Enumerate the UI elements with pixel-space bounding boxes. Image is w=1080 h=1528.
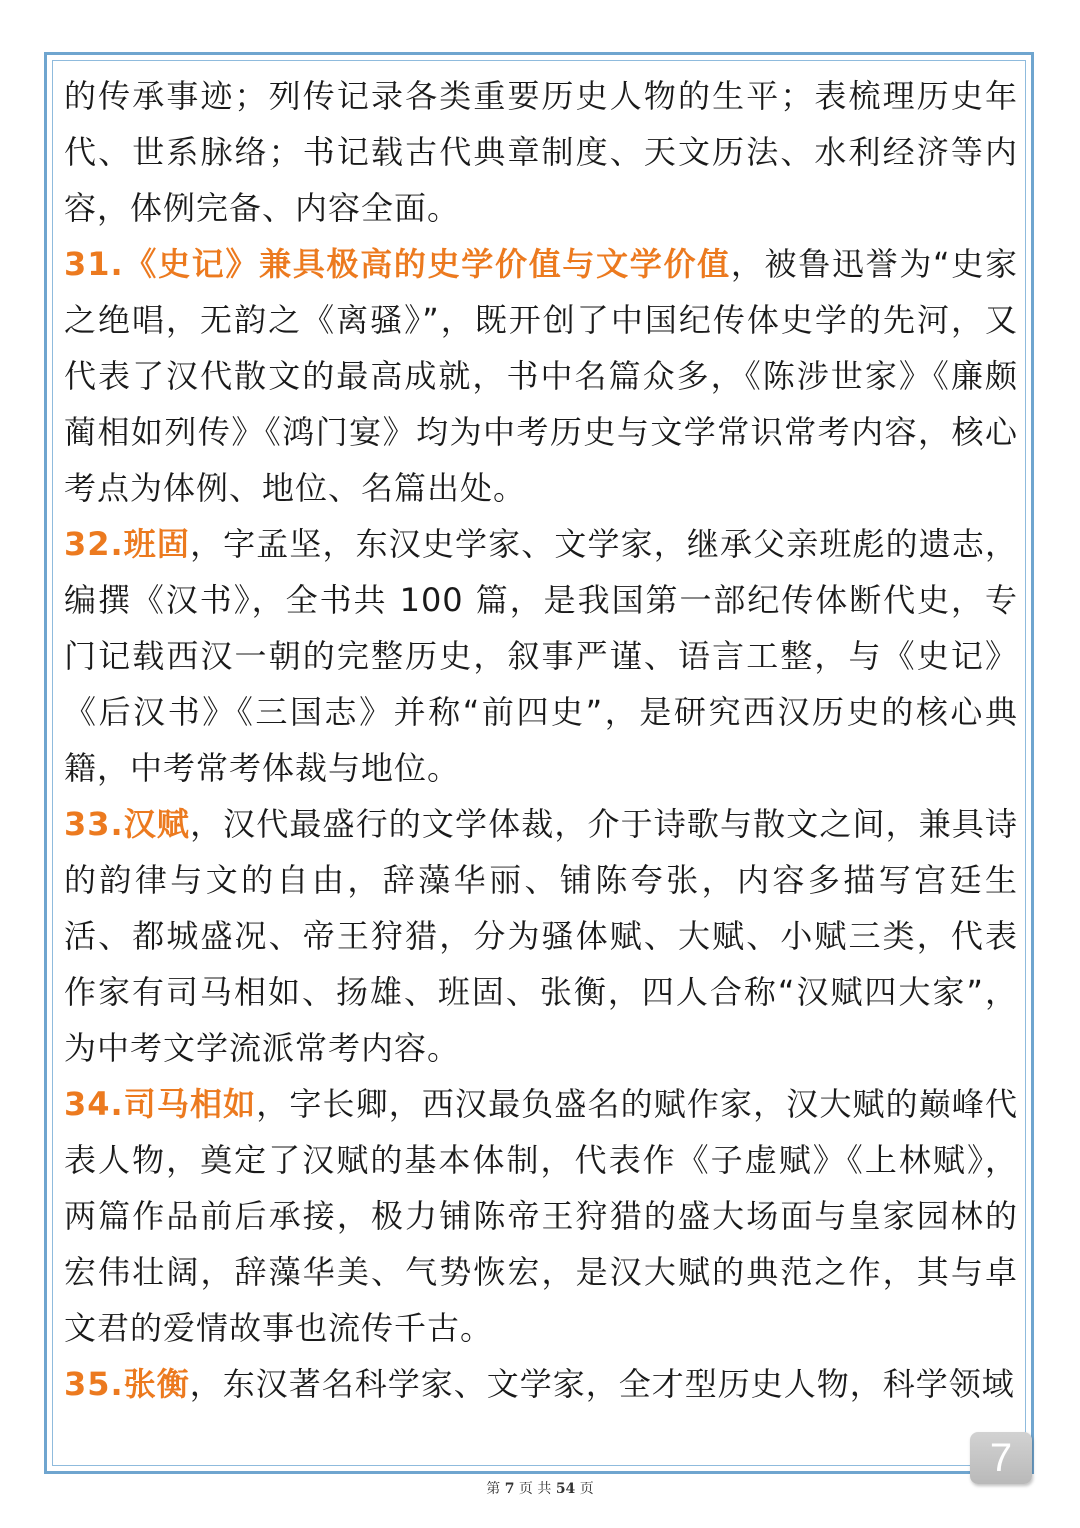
footer-suffix: 页: [579, 1481, 594, 1497]
paragraph-text: ，字孟坚，东汉史学家、文学家，继承父亲班彪的遗志，编撰《汉书》，全书共 100 篇，是我国第一部纪传体断代史，专门记载西汉一朝的完整历史，叙事严谨、语言工整，与《史记》《后汉书》《三国志》并称“前四史”，是研究西汉历史的核心典籍，中考常考体裁与地位。: [64, 525, 1018, 787]
paragraph-label: 34.司马相如: [64, 1085, 257, 1123]
paragraph-item-34: [64, 1076, 1018, 1356]
footer-total-pages: 54: [555, 1481, 576, 1497]
footer-middle: 页 共: [518, 1481, 552, 1497]
paragraph-item-31: [64, 236, 1018, 516]
paragraph-item-35: [64, 1356, 1018, 1412]
paragraph-label: 35.张衡: [64, 1365, 190, 1403]
paragraph-text: ，东汉著名科学家、文学家，全才型历史人物，科学领域: [189, 1365, 1015, 1403]
page-number-badge: 7: [970, 1432, 1032, 1484]
paragraph-item-33: [64, 796, 1018, 1076]
page-footer: [0, 1478, 1080, 1498]
paragraph-text: ，汉代最盛行的文学体裁，介于诗歌与散文之间，兼具诗的韵律与文的自由，辞藻华丽、铺陈夸张，内容多描写宫廷生活、都城盛况、帝王狩猎，分为骚体赋、大赋、小赋三类，代表作家有司马相如、扬雄、班固、张衡，四人合称“汉赋四大家”，为中考文学流派常考内容。: [64, 805, 1018, 1067]
paragraph-text: ，字长卿，西汉最负盛名的赋作家，汉大赋的巅峰代表人物，奠定了汉赋的基本体制，代表作《子虚赋》《上林赋》，两篇作品前后承接，极力铺陈帝王狩猎的盛大场面与皇家园林的宏伟壮阔，辞藻华美、气势恢宏，是汉大赋的典范之作，其与卓文君的爱情故事也流传千古。: [64, 1085, 1018, 1347]
paragraph-text: ，被鲁迅誉为“史家之绝唱，无韵之《离骚》”，既开创了中国纪传体史学的先河，又代表了汉代散文的最高成就，书中名篇众多，《陈涉世家》《廉颇蔺相如列传》《鸿门宴》均为中考历史与文学常识常考内容，核心考点为体例、地位、名篇出处。: [64, 245, 1018, 507]
paragraph-label: 31.《史记》兼具极高的史学价值与文学价值: [64, 245, 731, 283]
paragraph-continuation: [64, 68, 1018, 236]
paragraph-text: 的传承事迹；列传记录各类重要历史人物的生平；表梳理历史年代、世系脉络；书记载古代典章制度、天文历法、水利经济等内容，体例完备、内容全面。: [64, 77, 1018, 227]
paragraph-label: 32.班固: [64, 525, 191, 563]
document-body: [64, 68, 1018, 1412]
footer-prefix: 第: [486, 1481, 501, 1497]
paragraph-label: 33.汉赋: [64, 805, 191, 843]
paragraph-item-32: [64, 516, 1018, 796]
footer-current-page: 7: [504, 1481, 515, 1497]
